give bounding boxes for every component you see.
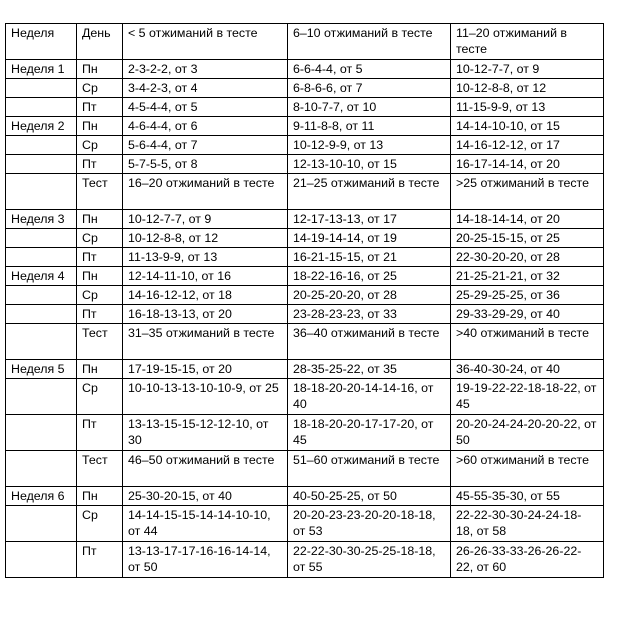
table-row [6, 98, 604, 117]
day-cell: Ср [77, 79, 123, 98]
day-cell: Пн [77, 360, 123, 379]
range-11-20-cell: 10-12-7-7, от 9 [451, 60, 604, 79]
under-5-cell: 11-13-9-9, от 13 [123, 248, 288, 267]
week-cell [6, 506, 77, 542]
week-cell [6, 79, 77, 98]
week-cell: Неделя 6 [6, 487, 77, 506]
table-row [6, 267, 604, 286]
day-cell: Ср [77, 506, 123, 542]
day-cell: Пн [77, 267, 123, 286]
day-cell: Пт [77, 155, 123, 174]
week-cell [6, 415, 77, 451]
day-cell: Тест [77, 324, 123, 360]
table-row [6, 229, 604, 248]
week-cell: Неделя 1 [6, 60, 77, 79]
table-row [6, 136, 604, 155]
range-11-20-cell: >25 отжиманий в тесте [451, 174, 604, 210]
week-cell: Неделя 3 [6, 210, 77, 229]
day-cell: Ср [77, 136, 123, 155]
range-11-20-cell: 25-29-25-25, от 36 [451, 286, 604, 305]
under-5-cell: 5-6-4-4, от 7 [123, 136, 288, 155]
under-5-cell: 12-14-11-10, от 16 [123, 267, 288, 286]
under-5-cell: 13-13-17-17-16-16-14-14, от 50 [123, 542, 288, 578]
table-row [6, 360, 604, 379]
table-row [6, 286, 604, 305]
header-week: Неделя [6, 24, 77, 60]
under-5-cell: 10-12-7-7, от 9 [123, 210, 288, 229]
range-6-10-cell: 18-18-20-20-14-14-16, от 40 [288, 379, 451, 415]
range-6-10-cell: 14-19-14-14, от 19 [288, 229, 451, 248]
week-cell [6, 451, 77, 487]
table-row [6, 415, 604, 451]
table-row [6, 79, 604, 98]
week-cell [6, 98, 77, 117]
day-cell: Пт [77, 415, 123, 451]
range-6-10-cell: 21–25 отжиманий в тесте [288, 174, 451, 210]
table-row [6, 155, 604, 174]
under-5-cell: 25-30-20-15, от 40 [123, 487, 288, 506]
table-row [6, 379, 604, 415]
range-11-20-cell: 20-20-24-24-20-20-22, от 50 [451, 415, 604, 451]
range-11-20-cell: 36-40-30-24, от 40 [451, 360, 604, 379]
week-cell: Неделя 4 [6, 267, 77, 286]
under-5-cell: 10-10-13-13-10-10-9, от 25 [123, 379, 288, 415]
day-cell: Пт [77, 98, 123, 117]
under-5-cell: 4-6-4-4, от 6 [123, 117, 288, 136]
under-5-cell: 17-19-15-15, от 20 [123, 360, 288, 379]
day-cell: Тест [77, 451, 123, 487]
range-6-10-cell: 22-22-30-30-25-25-18-18, от 55 [288, 542, 451, 578]
week-cell [6, 324, 77, 360]
week-cell [6, 174, 77, 210]
under-5-cell: 13-13-15-15-12-12-10, от 30 [123, 415, 288, 451]
table-row [6, 324, 604, 360]
range-11-20-cell: 11-15-9-9, от 13 [451, 98, 604, 117]
week-cell [6, 379, 77, 415]
week-cell [6, 248, 77, 267]
week-cell [6, 286, 77, 305]
day-cell: Пн [77, 117, 123, 136]
range-11-20-cell: 20-25-15-15, от 25 [451, 229, 604, 248]
table-row [6, 117, 604, 136]
table-row [6, 542, 604, 578]
range-6-10-cell: 16-21-15-15, от 21 [288, 248, 451, 267]
range-6-10-cell: 10-12-9-9, от 13 [288, 136, 451, 155]
range-6-10-cell: 40-50-25-25, от 50 [288, 487, 451, 506]
table-row [6, 210, 604, 229]
day-cell: Пт [77, 248, 123, 267]
range-6-10-cell: 20-20-23-23-20-20-18-18, от 53 [288, 506, 451, 542]
range-6-10-cell: 36–40 отжиманий в тесте [288, 324, 451, 360]
range-11-20-cell: >60 отжиманий в тесте [451, 451, 604, 487]
range-6-10-cell: 23-28-23-23, от 33 [288, 305, 451, 324]
under-5-cell: 2-3-2-2, от 3 [123, 60, 288, 79]
range-11-20-cell: 45-55-35-30, от 55 [451, 487, 604, 506]
week-cell [6, 229, 77, 248]
range-6-10-cell: 8-10-7-7, от 10 [288, 98, 451, 117]
range-6-10-cell: 6-6-4-4, от 5 [288, 60, 451, 79]
range-11-20-cell: 19-19-22-22-18-18-22, от 45 [451, 379, 604, 415]
under-5-cell: 10-12-8-8, от 12 [123, 229, 288, 248]
range-6-10-cell: 18-18-20-20-17-17-20, от 45 [288, 415, 451, 451]
week-cell: Неделя 5 [6, 360, 77, 379]
range-11-20-cell: 22-30-20-20, от 28 [451, 248, 604, 267]
under-5-cell: 3-4-2-3, от 4 [123, 79, 288, 98]
day-cell: Пт [77, 305, 123, 324]
table-row [6, 487, 604, 506]
day-cell: Пн [77, 60, 123, 79]
week-cell [6, 136, 77, 155]
under-5-cell: 16–20 отжиманий в тесте [123, 174, 288, 210]
week-cell [6, 542, 77, 578]
day-cell: Пт [77, 542, 123, 578]
under-5-cell: 31–35 отжиманий в тесте [123, 324, 288, 360]
range-11-20-cell: 21-25-21-21, от 32 [451, 267, 604, 286]
day-cell: Ср [77, 286, 123, 305]
under-5-cell: 5-7-5-5, от 8 [123, 155, 288, 174]
range-6-10-cell: 51–60 отжиманий в тесте [288, 451, 451, 487]
training-table [5, 23, 604, 578]
under-5-cell: 16-18-13-13, от 20 [123, 305, 288, 324]
day-cell: Пн [77, 210, 123, 229]
day-cell: Ср [77, 229, 123, 248]
header-under-5: < 5 отжиманий в тесте [123, 24, 288, 60]
header-11-20: 11–20 отжиманий в тесте [451, 24, 604, 60]
range-11-20-cell: 14-18-14-14, от 20 [451, 210, 604, 229]
table-row [6, 506, 604, 542]
range-6-10-cell: 12-13-10-10, от 15 [288, 155, 451, 174]
under-5-cell: 14-14-15-15-14-14-10-10, от 44 [123, 506, 288, 542]
table-body [6, 60, 604, 578]
range-11-20-cell: 16-17-14-14, от 20 [451, 155, 604, 174]
day-cell: Пн [77, 487, 123, 506]
range-11-20-cell: 14-16-12-12, от 17 [451, 136, 604, 155]
range-6-10-cell: 9-11-8-8, от 11 [288, 117, 451, 136]
header-6-10: 6–10 отжиманий в тесте [288, 24, 451, 60]
range-11-20-cell: 29-33-29-29, от 40 [451, 305, 604, 324]
table-row [6, 248, 604, 267]
week-cell [6, 155, 77, 174]
table-row [6, 305, 604, 324]
range-11-20-cell: 22-22-30-30-24-24-18-18, от 58 [451, 506, 604, 542]
table-row [6, 60, 604, 79]
range-6-10-cell: 20-25-20-20, от 28 [288, 286, 451, 305]
header-day: День [77, 24, 123, 60]
header-row [6, 24, 604, 60]
range-11-20-cell: >40 отжиманий в тесте [451, 324, 604, 360]
range-11-20-cell: 10-12-8-8, от 12 [451, 79, 604, 98]
range-6-10-cell: 28-35-25-22, от 35 [288, 360, 451, 379]
week-cell [6, 305, 77, 324]
range-11-20-cell: 14-14-10-10, от 15 [451, 117, 604, 136]
day-cell: Ср [77, 379, 123, 415]
range-6-10-cell: 18-22-16-16, от 25 [288, 267, 451, 286]
under-5-cell: 14-16-12-12, от 18 [123, 286, 288, 305]
day-cell: Тест [77, 174, 123, 210]
under-5-cell: 46–50 отжиманий в тесте [123, 451, 288, 487]
table-row [6, 174, 604, 210]
under-5-cell: 4-5-4-4, от 5 [123, 98, 288, 117]
week-cell: Неделя 2 [6, 117, 77, 136]
range-6-10-cell: 12-17-13-13, от 17 [288, 210, 451, 229]
table-row [6, 451, 604, 487]
range-11-20-cell: 26-26-33-33-26-26-22-22, от 60 [451, 542, 604, 578]
range-6-10-cell: 6-8-6-6, от 7 [288, 79, 451, 98]
